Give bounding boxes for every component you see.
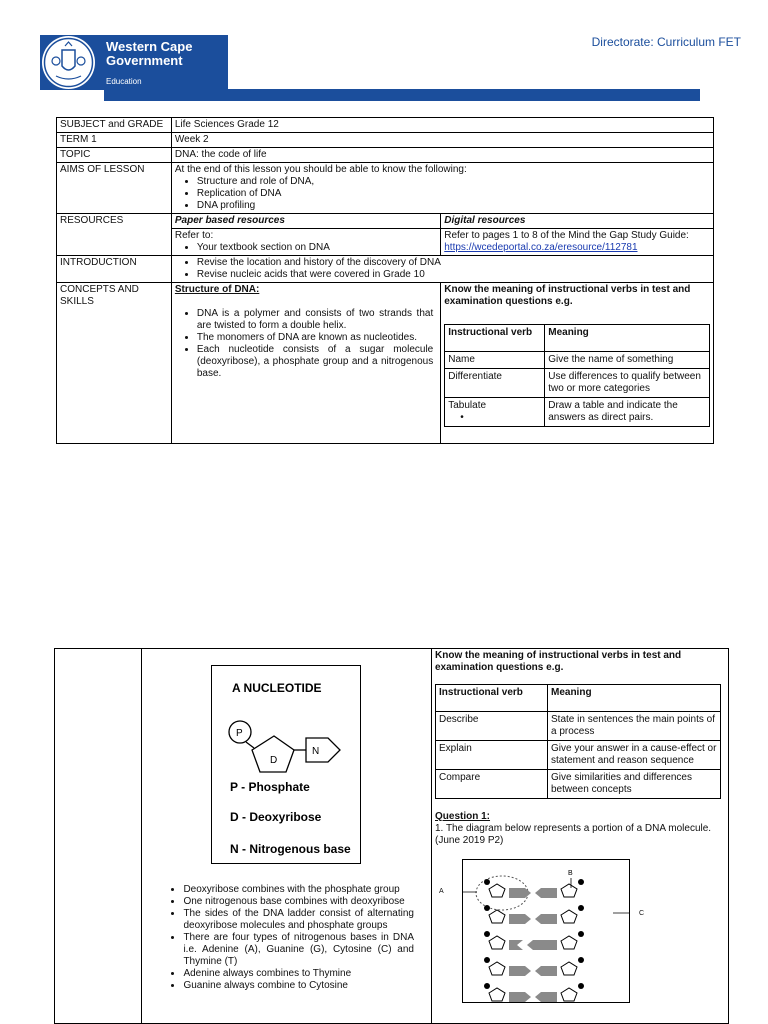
coat-of-arms-icon — [42, 36, 95, 89]
meaning-cell: Give the name of something — [545, 352, 710, 369]
table-row — [57, 283, 714, 444]
list-item: • There are four types of nitrogenous bases in DNA i.e. Adenine (A), Guanine (G), Cytosine (C) and Thymine (T) — [183, 932, 414, 968]
meaning-cell: Give your answer in a cause-effect or statement and reason sequence — [548, 741, 721, 770]
table-row — [445, 352, 710, 369]
nucleotide-title: A NUCLEOTIDE — [232, 681, 323, 695]
table-row — [436, 770, 721, 799]
list-item: • Structure and role of DNA, — [197, 176, 710, 188]
meaning-cell: State in sentences the main points of a process — [548, 712, 721, 741]
aims-cell — [171, 163, 713, 214]
label-a: A — [439, 888, 444, 895]
deoxyribose-letter: D — [270, 755, 278, 766]
list-item: • Revise nucleic acids that were covered in Grade 10 — [197, 269, 710, 281]
verbs-table-1 — [444, 324, 710, 427]
lesson-table — [56, 117, 714, 444]
subject-value: Life Sciences Grade 12 — [171, 118, 713, 133]
table-row — [57, 214, 714, 229]
verb-cell — [445, 398, 545, 427]
paper-resources-heading: Paper based resources — [171, 214, 440, 229]
resources-label: RESOURCES — [57, 214, 172, 256]
bullet-glyph: • — [460, 412, 464, 423]
table-row — [445, 398, 710, 427]
meaning-cell: Draw a table and indicate the answers as direct pairs. — [545, 398, 710, 427]
verbs-col1-header: Instructional verb — [445, 325, 545, 352]
aims-list — [175, 176, 710, 212]
logo-line-1: Western Cape — [106, 39, 193, 54]
phosphate-letter: P — [236, 728, 244, 739]
dna-rung — [484, 905, 584, 924]
label-c: C — [639, 910, 645, 917]
question-text: 1. The diagram below represents a portion of a DNA molecule. (June 2019 P2) — [435, 823, 712, 846]
empty-label-cell — [55, 649, 142, 1024]
bond-line — [246, 742, 254, 748]
legend-phosphate: P - Phosphate — [230, 780, 311, 794]
verb-cell: Differentiate — [445, 369, 545, 398]
list-item: • One nitrogenous base combines with deoxyribose — [183, 896, 414, 908]
digital-resources-heading: Digital resources — [441, 214, 714, 229]
table-row — [57, 163, 714, 214]
introduction-label: INTRODUCTION — [57, 256, 172, 283]
deoxyribose-pentagon — [252, 736, 294, 772]
question-heading: Question 1: — [435, 811, 491, 822]
verbs-cell-1 — [441, 283, 714, 444]
term-value: Week 2 — [171, 133, 713, 148]
table-row — [57, 256, 714, 283]
questions-cell — [432, 649, 729, 1024]
wcg-logo — [40, 35, 228, 90]
table-row — [445, 325, 710, 352]
list-item: • DNA is a polymer and consists of two strands that are twisted to form a double helix. — [197, 308, 433, 332]
aims-intro: At the end of this lesson you should be able to know the following: — [174, 164, 467, 175]
dna-rung — [484, 879, 584, 898]
structure-cell — [171, 283, 440, 444]
list-item: • Guanine always combine to Cytosine — [183, 980, 414, 992]
concepts-label: CONCEPTS AND SKILLS — [57, 283, 172, 444]
digital-resources-cell — [441, 229, 714, 256]
list-item: • Each nucleotide consists of a sugar molecule (deoxyribose), a phosphate group and a nitrogenous base. — [197, 344, 433, 380]
list-item: • The monomers of DNA are known as nucleotides. — [197, 332, 433, 344]
table-row — [57, 118, 714, 133]
structure-heading: Structure of DNA: — [174, 284, 260, 295]
aims-label: AIMS OF LESSON — [57, 163, 172, 214]
directorate-label: Directorate: Curriculum FET — [591, 35, 741, 49]
legend-deoxyribose: D - Deoxyribose — [230, 810, 322, 824]
nucleotide-diagram — [211, 665, 361, 864]
dna-rung — [484, 931, 584, 950]
list-item: • The sides of the DNA ladder consist of alternating deoxyribose molecules and phosphate groups — [183, 908, 414, 932]
verbs-heading-1: Know the meaning of instructional verbs in test and examination questions e.g. — [444, 284, 691, 307]
nucleotide-cell — [142, 649, 432, 1024]
verb-cell: Name — [445, 352, 545, 369]
table-row — [55, 649, 729, 1024]
verbs-heading-2: Know the meaning of instructional verbs in test and examination questions e.g. — [435, 650, 682, 673]
label-b: B — [568, 870, 573, 877]
introduction-cell — [171, 256, 713, 283]
header-rule — [104, 89, 700, 101]
list-item: • DNA profiling — [197, 200, 710, 212]
logo-line-2: Government — [106, 53, 183, 68]
table-row — [436, 685, 721, 712]
subject-label: SUBJECT and GRADE — [57, 118, 172, 133]
digital-text: Refer to pages 1 to 8 of the Mind the Gap Study Guide: — [444, 230, 689, 241]
table-row — [436, 712, 721, 741]
list-item: • Adenine always combines to Thymine — [183, 968, 414, 980]
logo-line-3: Education — [106, 77, 142, 86]
paper-resources-cell — [171, 229, 440, 256]
verbs-col2-header: Meaning — [548, 685, 721, 712]
table-row — [436, 741, 721, 770]
verb-text: Tabulate — [448, 400, 487, 411]
term-label: TERM 1 — [57, 133, 172, 148]
dna-rung — [484, 957, 584, 976]
eportal-link[interactable]: https://wcedeportal.co.za/eresource/112781 — [444, 242, 638, 253]
verbs-col2-header: Meaning — [545, 325, 710, 352]
legend-base: N - Nitrogenous base — [230, 842, 352, 856]
list-item: • Revise the location and history of the discovery of DNA — [197, 257, 710, 269]
verb-cell: Describe — [436, 712, 548, 741]
list-item: • Replication of DNA — [197, 188, 710, 200]
lesson-table-continued — [54, 648, 729, 1024]
verb-cell: Compare — [436, 770, 548, 799]
verbs-table-2 — [435, 684, 721, 799]
topic-label: TOPIC — [57, 148, 172, 163]
topic-value: DNA: the code of life — [171, 148, 713, 163]
list-item: • Your textbook section on DNA — [197, 242, 437, 254]
meaning-cell: Give similarities and differences between concepts — [548, 770, 721, 799]
verb-cell: Explain — [436, 741, 548, 770]
table-row — [57, 133, 714, 148]
list-item: • Deoxyribose combines with the phosphate group — [183, 884, 414, 896]
table-row — [57, 148, 714, 163]
paper-refer: Refer to: — [174, 230, 214, 241]
meaning-cell: Use differences to qualify between two or more categories — [545, 369, 710, 398]
dna-rung — [484, 983, 584, 1002]
verbs-col1-header: Instructional verb — [436, 685, 548, 712]
base-letter: N — [312, 746, 320, 757]
dna-diagram — [439, 859, 645, 1003]
table-row — [445, 369, 710, 398]
